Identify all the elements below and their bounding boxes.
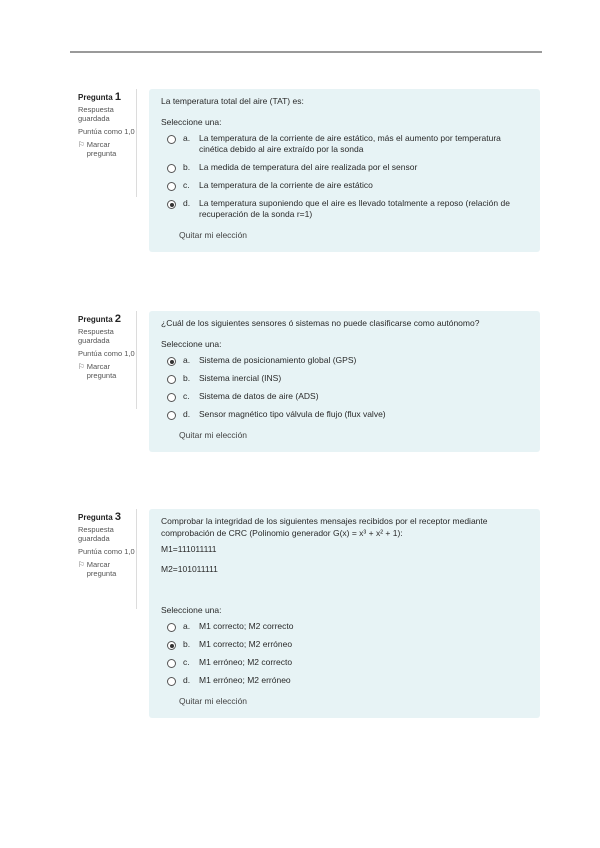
- question-number: Pregunta 3: [78, 511, 122, 523]
- question-points: Puntúa como 1,0: [78, 547, 135, 556]
- answer-option-d[interactable]: d. La temperatura suponiendo que el aire es llevado totalmente a reposo (relación de recuperación de la sonda r=1): [167, 198, 528, 220]
- answer-option-c[interactable]: c. M1 erróneo; M2 correcto: [167, 657, 528, 668]
- question-status: Respuesta guardada: [78, 525, 114, 543]
- radio-button-selected[interactable]: [167, 357, 176, 366]
- radio-button[interactable]: [167, 411, 176, 420]
- answer-option-b[interactable]: b. Sistema inercial (INS): [167, 373, 528, 384]
- clear-choice-link[interactable]: Quitar mi elección: [179, 230, 248, 240]
- flag-icon: ⚐: [78, 140, 85, 149]
- question-content: [149, 89, 540, 252]
- radio-button[interactable]: [167, 375, 176, 384]
- flag-question-link[interactable]: ⚐ Marcar pregunta: [78, 560, 117, 578]
- radio-button-selected[interactable]: [167, 641, 176, 650]
- question-number: Pregunta 1: [78, 91, 122, 103]
- question-info: [74, 89, 137, 197]
- message-m1: M1=111011111: [161, 544, 217, 554]
- question-points: Puntúa como 1,0: [78, 349, 135, 358]
- answer-prompt: Seleccione una:: [161, 339, 222, 349]
- radio-button-selected[interactable]: [167, 200, 176, 209]
- question-status: Respuesta guardada: [78, 327, 114, 345]
- flag-question-link[interactable]: ⚐ Marcar pregunta: [78, 362, 117, 380]
- clear-choice-link[interactable]: Quitar mi elección: [179, 430, 248, 440]
- answer-option-d[interactable]: d. M1 erróneo; M2 erróneo: [167, 675, 528, 686]
- answer-prompt: Seleccione una:: [161, 117, 222, 127]
- question-text: La temperatura total del aire (TAT) es:: [161, 96, 304, 106]
- flag-icon: ⚐: [78, 362, 85, 371]
- answer-option-c[interactable]: c. Sistema de datos de aire (ADS): [167, 391, 528, 402]
- radio-button[interactable]: [167, 135, 176, 144]
- answer-option-a[interactable]: a. M1 correcto; M2 correcto: [167, 621, 528, 632]
- clear-choice-link[interactable]: Quitar mi elección: [179, 696, 248, 706]
- question-points: Puntúa como 1,0: [78, 127, 135, 136]
- radio-button[interactable]: [167, 623, 176, 632]
- flag-icon: ⚐: [78, 560, 85, 569]
- top-divider: [70, 51, 542, 53]
- answer-option-b[interactable]: b. La medida de temperatura del aire realizada por el sensor: [167, 162, 528, 173]
- radio-button[interactable]: [167, 677, 176, 686]
- question-status: Respuesta guardada: [78, 105, 114, 123]
- answer-option-c[interactable]: c. La temperatura de la corriente de aire estático: [167, 180, 528, 191]
- question-info: [74, 509, 137, 609]
- answer-option-b[interactable]: b. M1 correcto; M2 erróneo: [167, 639, 528, 650]
- question-info: [74, 311, 137, 409]
- answer-option-a[interactable]: a. La temperatura de la corriente de aire estático, más el aumento por temperatura cinética debido al aire extraído por la sonda: [167, 133, 528, 155]
- question-number: Pregunta 2: [78, 313, 122, 325]
- flag-question-link[interactable]: ⚐ Marcar pregunta: [78, 140, 117, 158]
- answer-option-d[interactable]: d. Sensor magnético tipo válvula de flujo (flux valve): [167, 409, 528, 420]
- radio-button[interactable]: [167, 182, 176, 191]
- question-content: [149, 509, 540, 718]
- message-m2: M2=101011111: [161, 564, 218, 574]
- question-content: [149, 311, 540, 452]
- radio-button[interactable]: [167, 164, 176, 173]
- question-text: Comprobar la integridad de los siguientes mensajes recibidos por el receptor mediante comprobación de CRC (Polinomio generador G(x) = x³ + x² + 1):: [161, 516, 488, 538]
- answer-prompt: Seleccione una:: [161, 605, 222, 615]
- radio-button[interactable]: [167, 393, 176, 402]
- answer-option-a[interactable]: a. Sistema de posicionamiento global (GPS): [167, 355, 528, 366]
- question-text: ¿Cuál de los siguientes sensores ó sistemas no puede clasificarse como autónomo?: [161, 318, 480, 328]
- radio-button[interactable]: [167, 659, 176, 668]
